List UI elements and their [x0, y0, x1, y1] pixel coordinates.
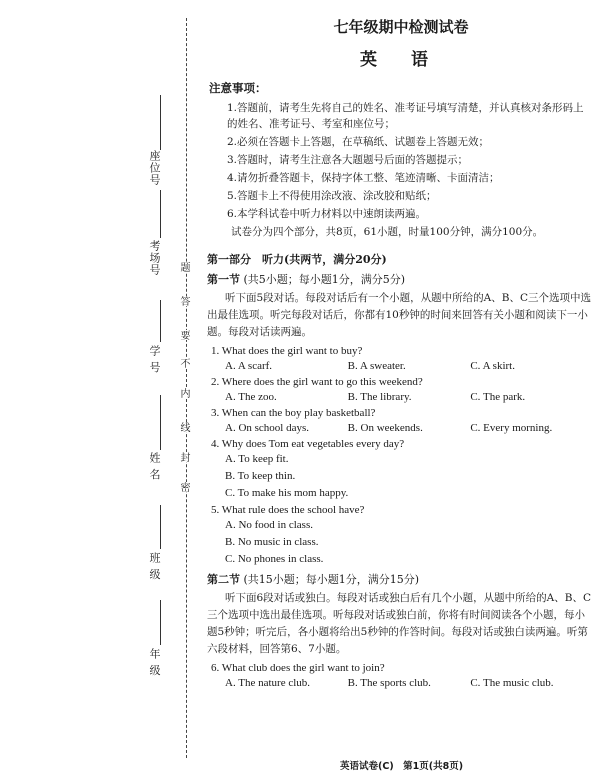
- question-6-options: [225, 677, 593, 689]
- student-id-label: 学 号: [148, 345, 161, 374]
- question-5: 5. What rule does the school have?: [211, 504, 365, 516]
- option-b: B. The sports club.: [347, 677, 431, 689]
- option-a: A. The zoo.: [225, 391, 277, 403]
- question-1-options: [225, 360, 593, 372]
- subject-title: 英 语: [360, 50, 442, 70]
- section1-desc: (共5小题；每小题1分，满分5分): [243, 273, 406, 286]
- seal-char: 封: [178, 452, 189, 462]
- exam-room-field: [160, 190, 161, 238]
- option-c: C. No phones in class.: [225, 553, 324, 565]
- exam-room-label: 考场号: [148, 240, 161, 276]
- section1-label: 第一节: [207, 273, 240, 286]
- name-label: 姓 名: [148, 452, 161, 481]
- option-c: C. The music club.: [470, 677, 554, 689]
- part1-title: 第一部分 听力(共两节，满分20分): [207, 253, 387, 266]
- question-2-options: [225, 391, 593, 403]
- name-field: [160, 395, 161, 450]
- option-a: A. No food in class.: [225, 519, 313, 531]
- option-b: B. The library.: [347, 391, 412, 403]
- notice-item: 5.答题卡上不得使用涂改液、涂改胶和贴纸；: [227, 190, 437, 202]
- section2-desc: (共15小题；每小题1分，满分15分): [243, 573, 420, 586]
- option-a: A. The nature club.: [225, 677, 311, 689]
- notice-heading: 注意事项：: [209, 81, 267, 95]
- seal-char: 要: [178, 330, 189, 340]
- notice-summary: 试卷分为四个部分，共8页，61小题，时量100分钟，满分100分。: [231, 226, 544, 238]
- option-c: C. To make his mom happy.: [225, 487, 349, 499]
- option-b: B. No music in class.: [225, 536, 319, 548]
- option-c: C. The park.: [470, 391, 526, 403]
- page-title: 七年级期中检测试卷: [333, 18, 469, 36]
- section1-heading: [207, 271, 593, 287]
- question-3-options: [225, 422, 593, 434]
- seal-char: 答: [178, 296, 189, 306]
- option-a: A. On school days.: [225, 422, 310, 434]
- seal-char: 密: [178, 482, 189, 492]
- option-c: C. Every morning.: [470, 422, 553, 434]
- notice-item: 3.答题时，请考生注意各大题题号后面的答题提示；: [227, 154, 469, 166]
- option-b: B. On weekends.: [347, 422, 423, 434]
- section2-heading: [207, 571, 593, 587]
- page-footer: 英语试卷(C) 第1页(共8页): [340, 761, 464, 772]
- student-id-field: [160, 300, 161, 342]
- seal-char: 内: [178, 388, 189, 398]
- seal-char: 线: [178, 422, 189, 432]
- option-a: A. A scarf.: [225, 360, 273, 372]
- grade-label: 年 级: [148, 648, 161, 677]
- class-label: 班 级: [148, 552, 161, 581]
- option-c: C. A skirt.: [470, 360, 515, 372]
- notice-item: 1.答题前，请考生先将自己的姓名、准考证号填写清楚，并认真核对条形码上的姓名、准考证号、考室和座位号；: [227, 102, 584, 130]
- seat-label: 座位号: [148, 150, 161, 186]
- section2-instructions: 听下面6段对话或独白。每段对话或独白后有几个小题，从题中所给的A、B、C三个选项中选出最佳选项。听每段对话或独白前，你将有时间阅读各个小题，每小题5秒钟；听完后，各小题将给出5秒钟的作答时间。每段对话或独白读两遍。听第六段材料，回答第6、7小题。: [207, 592, 592, 655]
- seal-char: 题: [178, 262, 189, 272]
- option-a: A. To keep fit.: [225, 453, 289, 465]
- section2-label: 第二节: [207, 573, 240, 586]
- question-6: 6. What club does the girl want to join?: [211, 662, 385, 674]
- class-field: [160, 505, 161, 549]
- question-4: 4. Why does Tom eat vegetables every day?: [211, 438, 405, 450]
- question-1: 1. What does the girl want to buy?: [211, 345, 363, 357]
- section1-instructions: 听下面5段对话。每段对话后有一个小题，从题中所给的A、B、C三个选项中选出最佳选项。听完每段对话后，你都有10秒钟的时间来回答有关小题和阅读下一小题。每段对话读两遍。: [207, 292, 592, 338]
- notice-item: 6.本学科试卷中听力材料以中速朗读两遍。: [227, 208, 427, 220]
- option-b: B. To keep thin.: [225, 470, 296, 482]
- seal-char: 不: [178, 358, 189, 368]
- question-2: 2. Where does the girl want to go this weekend?: [211, 376, 423, 388]
- seat-field: [160, 95, 161, 150]
- option-b: B. A sweater.: [347, 360, 406, 372]
- grade-field: [160, 600, 161, 645]
- notice-item: 4.请勿折叠答题卡，保持字体工整、笔迹清晰、卡面清洁；: [227, 172, 500, 184]
- question-3: 3. When can the boy play basketball?: [211, 407, 376, 419]
- exam-content: [209, 16, 593, 692]
- notice-item: 2.必须在答题卡上答题，在草稿纸、试题卷上答题无效；: [227, 136, 490, 148]
